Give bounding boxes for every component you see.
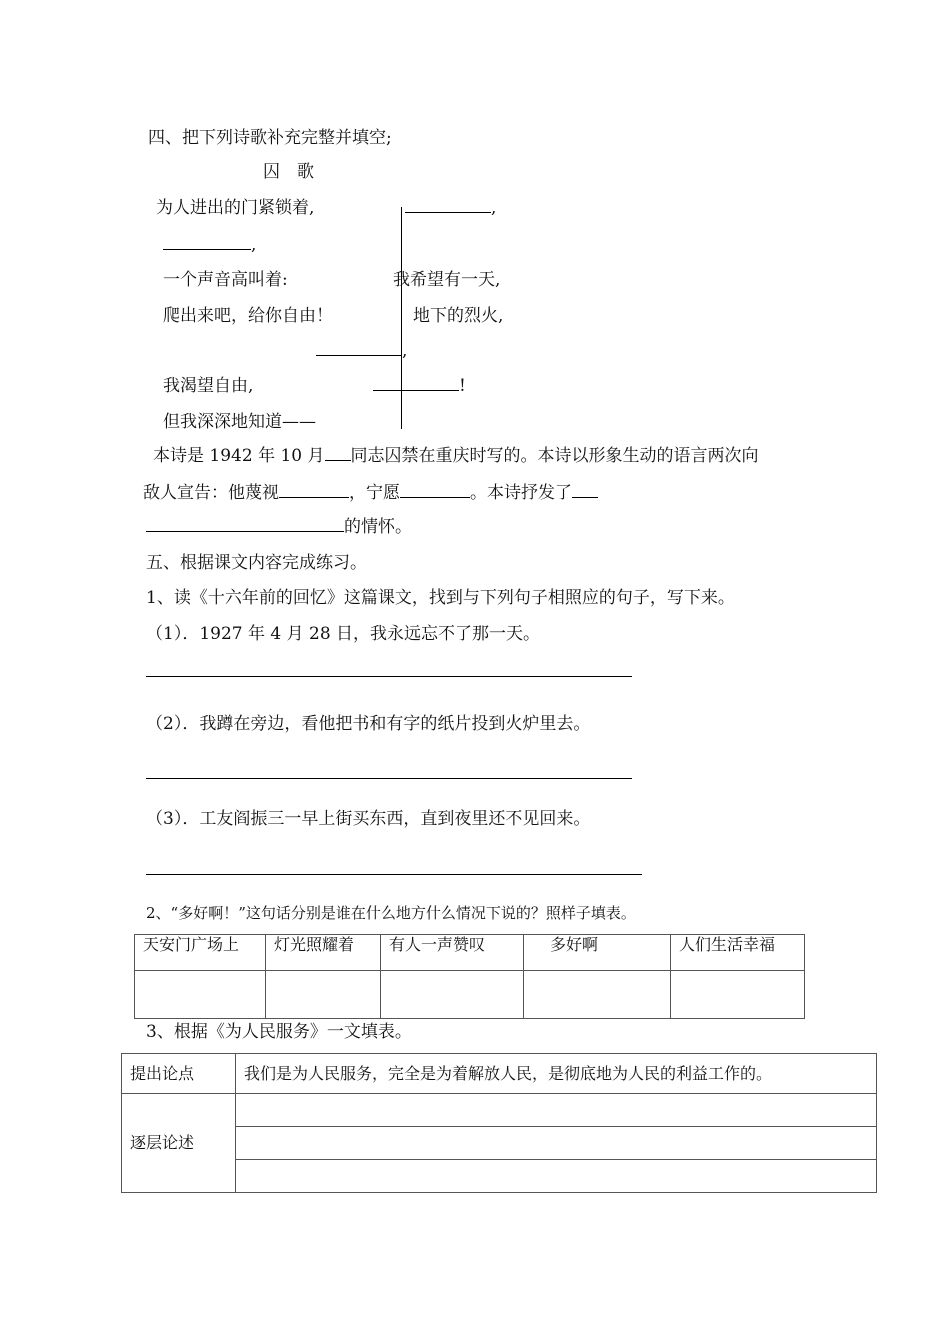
q3-answer-cell[interactable] xyxy=(236,1127,877,1160)
q3-label: 逐层论述 xyxy=(122,1094,236,1193)
poem-line: , xyxy=(163,235,256,255)
q2-answer-cell[interactable] xyxy=(524,971,671,1019)
poem-line: , xyxy=(405,198,496,218)
answer-blank[interactable] xyxy=(279,483,349,498)
answer-blank[interactable] xyxy=(316,341,402,356)
poem-line: 爬出来吧，给你自由！ xyxy=(163,306,333,326)
poem-line: , xyxy=(316,341,407,361)
poem-line: 地下的烈火, xyxy=(413,306,504,326)
section5-heading: 五、根据课文内容完成练习。 xyxy=(146,553,367,573)
q3-label: 提出论点 xyxy=(122,1054,236,1094)
q2-cell: 多好啊 xyxy=(524,935,671,971)
question-1: 1、读《十六年前的回忆》这篇课文，找到与下列句子相照应的句子，写下来。 xyxy=(146,588,735,608)
q2-cell: 灯光照耀着 xyxy=(266,935,381,971)
answer-blank[interactable] xyxy=(146,517,344,532)
section4-heading: 四、把下列诗歌补充完整并填空; xyxy=(148,128,392,148)
answer-blank[interactable] xyxy=(400,483,470,498)
q3-answer-cell[interactable] xyxy=(236,1160,877,1193)
answer-blank[interactable] xyxy=(373,376,459,391)
q1-item: （3）．工友阎振三一早上街买东西，直到夜里还不见回来。 xyxy=(146,809,591,829)
answer-line[interactable] xyxy=(146,778,632,779)
poem-para-line: 本诗是 1942 年 10 月 同志囚禁在重庆时写的。本诗以形象生动的语言两次向 xyxy=(153,446,759,466)
answer-line[interactable] xyxy=(146,874,642,875)
poem-line: 我渴望自由, xyxy=(163,376,254,396)
poem-line: 为人进出的门紧锁着, xyxy=(156,198,315,218)
poem-para-line: 敌人宣告：他蔑视 ，宁愿 。本诗抒发了 xyxy=(143,483,598,503)
q3-answer-cell[interactable] xyxy=(236,1094,877,1127)
q2-cell: 人们生活幸福 xyxy=(671,935,805,971)
q2-table xyxy=(134,934,805,1019)
poem-line: 我希望有一天, xyxy=(393,270,501,290)
poem-line: ! xyxy=(373,376,466,396)
q2-answer-cell[interactable] xyxy=(381,971,524,1019)
answer-blank[interactable] xyxy=(163,235,251,250)
answer-blank[interactable] xyxy=(325,446,351,461)
question-2: 2、“多好啊！”这句话分别是谁在什么地方什么情况下说的？照样子填表。 xyxy=(146,904,636,922)
q2-answer-cell[interactable] xyxy=(266,971,381,1019)
question-3: 3、根据《为人民服务》一文填表。 xyxy=(146,1022,412,1042)
q2-cell: 天安门广场上 xyxy=(135,935,266,971)
answer-blank[interactable] xyxy=(405,198,491,213)
q1-item: （2）．我蹲在旁边，看他把书和有字的纸片投到火炉里去。 xyxy=(146,714,591,734)
poem-title: 囚 歌 xyxy=(263,162,314,182)
q2-answer-cell[interactable] xyxy=(135,971,266,1019)
q3-table xyxy=(121,1053,877,1193)
poem-line: 一个声音高叫着: xyxy=(163,270,288,290)
q2-cell: 有人一声赞叹 xyxy=(381,935,524,971)
poem-para-line: 的情怀。 xyxy=(146,517,412,537)
answer-blank[interactable] xyxy=(572,483,598,498)
answer-line[interactable] xyxy=(146,676,632,677)
q1-item: （1）．1927 年 4 月 28 日，我永远忘不了那一天。 xyxy=(146,624,541,644)
poem-line: 但我深深地知道—— xyxy=(163,412,316,432)
q2-answer-cell[interactable] xyxy=(671,971,805,1019)
q3-value: 我们是为人民服务，完全是为着解放人民，是彻底地为人民的利益工作的。 xyxy=(236,1054,877,1094)
